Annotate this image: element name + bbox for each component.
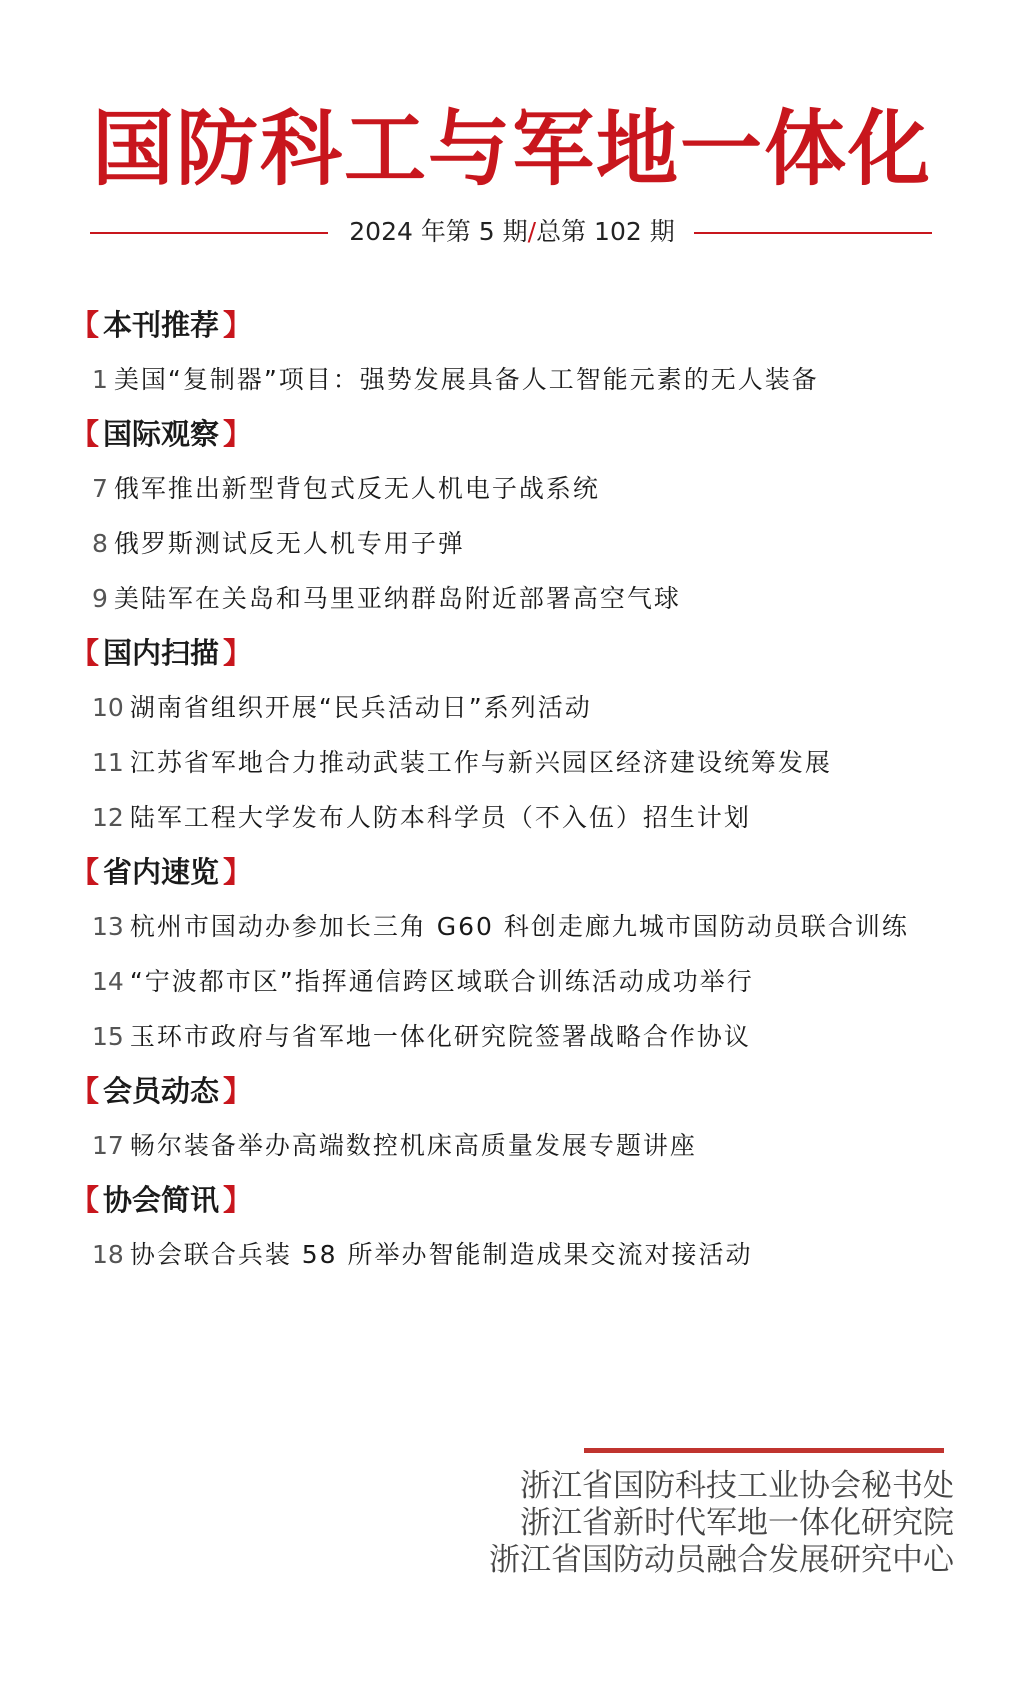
table-of-contents <box>70 298 970 1282</box>
article-title: 湖南省组织开展“民兵活动日”系列活动 <box>129 693 592 722</box>
issue-divider-right <box>694 232 932 234</box>
section-title-text: 国际观察 <box>103 417 220 451</box>
issue-number <box>336 210 688 254</box>
bracket-right: 】 <box>223 855 253 889</box>
article-title: 江苏省军地合力推动武装工作与新兴园区经济建设统筹发展 <box>129 748 832 777</box>
article-title: 美国“复制器”项目：强势发展具备人工智能元素的无人装备 <box>113 365 819 394</box>
section-heading <box>70 298 970 352</box>
bracket-right: 】 <box>223 1183 253 1217</box>
issue-total-number: 总第 102 期 <box>536 217 675 246</box>
page-number: 17 <box>92 1131 124 1160</box>
article-title: 美陆军在关岛和马里亚纳群岛附近部署高空气球 <box>113 584 681 613</box>
issue-divider-left <box>90 232 328 234</box>
toc-entry[interactable] <box>70 516 970 571</box>
article-title: 俄军推出新型背包式反无人机电子战系统 <box>113 474 600 503</box>
toc-entry[interactable] <box>70 352 970 407</box>
page-number: 9 <box>92 584 108 613</box>
section-title-text: 协会简讯 <box>103 1183 220 1217</box>
masthead-title: 国防科工与军地一体化 <box>91 102 932 197</box>
section-heading <box>70 1064 970 1118</box>
bracket-left: 【 <box>70 308 100 342</box>
page-number: 13 <box>92 912 124 941</box>
toc-entry[interactable] <box>70 571 970 626</box>
page-number: 18 <box>92 1240 124 1269</box>
article-title: 杭州市国动办参加长三角 G60 科创走廊九城市国防动员联合训练 <box>129 912 909 941</box>
page-number: 1 <box>92 365 108 394</box>
toc-entry[interactable] <box>70 790 970 845</box>
section-heading <box>70 407 970 461</box>
issue-slash: / <box>527 217 537 246</box>
toc-entry[interactable] <box>70 1009 970 1064</box>
article-title: 畅尔装备举办高端数控机床高质量发展专题讲座 <box>129 1131 697 1160</box>
toc-entry[interactable] <box>70 735 970 790</box>
toc-entry[interactable] <box>70 954 970 1009</box>
page-number: 12 <box>92 803 124 832</box>
toc-entry[interactable] <box>70 680 970 735</box>
section-title-text: 本刊推荐 <box>103 308 220 342</box>
page-number: 14 <box>92 967 124 996</box>
issue-info <box>0 210 1024 254</box>
page-number: 10 <box>92 693 124 722</box>
publisher-name: 浙江省新时代军地一体化研究院 <box>520 1505 954 1541</box>
section-title-text: 省内速览 <box>103 855 220 889</box>
section-heading <box>70 1173 970 1227</box>
publisher-name: 浙江省国防动员融合发展研究中心 <box>489 1542 954 1578</box>
toc-entry[interactable] <box>70 461 970 516</box>
bracket-left: 【 <box>70 1074 100 1108</box>
page-number: 8 <box>92 529 108 558</box>
section-title-text: 会员动态 <box>103 1074 220 1108</box>
bracket-left: 【 <box>70 1183 100 1217</box>
bracket-left: 【 <box>70 636 100 670</box>
bracket-right: 】 <box>223 308 253 342</box>
article-title: 陆军工程大学发布人防本科学员（不入伍）招生计划 <box>129 803 751 832</box>
page-number: 7 <box>92 474 108 503</box>
section-title-text: 国内扫描 <box>103 636 220 670</box>
bracket-right: 】 <box>223 636 253 670</box>
article-title: “宁波都市区”指挥通信跨区域联合训练活动成功举行 <box>129 967 754 996</box>
article-title: 玉环市政府与省军地一体化研究院签署战略合作协议 <box>129 1022 751 1051</box>
issue-year-number: 2024 年第 5 期 <box>349 217 528 246</box>
article-title: 协会联合兵装 58 所举办智能制造成果交流对接活动 <box>129 1240 753 1269</box>
footer-accent-bar <box>584 1448 944 1453</box>
toc-entry[interactable] <box>70 1118 970 1173</box>
toc-entry[interactable] <box>70 899 970 954</box>
bracket-left: 【 <box>70 855 100 889</box>
toc-entry[interactable] <box>70 1227 970 1282</box>
page-number: 11 <box>92 748 124 777</box>
article-title: 俄罗斯测试反无人机专用子弹 <box>113 529 465 558</box>
publisher-name: 浙江省国防科技工业协会秘书处 <box>520 1468 954 1504</box>
section-heading <box>70 845 970 899</box>
bracket-right: 】 <box>223 417 253 451</box>
bracket-right: 】 <box>223 1074 253 1108</box>
section-heading <box>70 626 970 680</box>
bracket-left: 【 <box>70 417 100 451</box>
publisher-list <box>489 1468 954 1579</box>
page-number: 15 <box>92 1022 124 1051</box>
